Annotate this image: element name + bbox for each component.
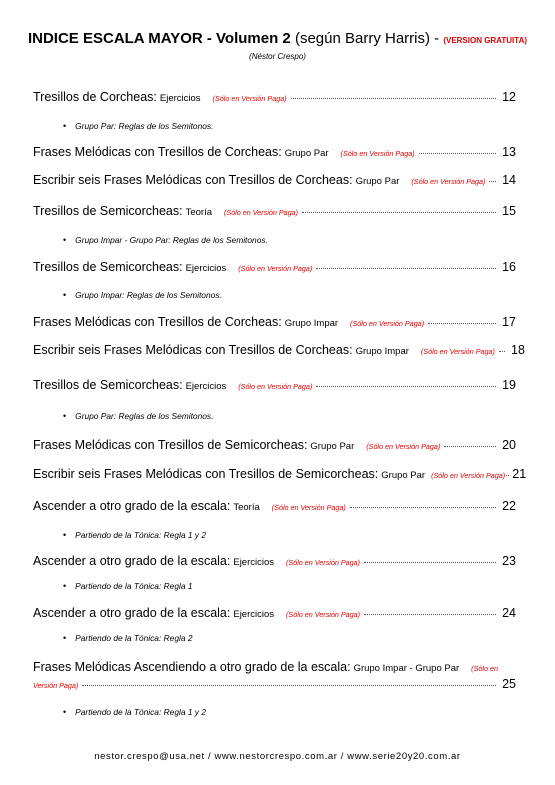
bullet-icon: • bbox=[63, 121, 67, 131]
paid-note: (Sólo en Versión Paga) bbox=[238, 264, 313, 273]
entry-title: Frases Melódicas con Tresillos de Corcheas: bbox=[33, 315, 282, 329]
toc-bullet: • Partiendo de la Tónica: Regla 1 y 2 bbox=[63, 707, 206, 717]
bullet-icon: • bbox=[63, 707, 67, 717]
entry-subtitle: Ejercicios bbox=[233, 609, 275, 620]
dot-leader bbox=[364, 562, 496, 563]
entry-title: Tresillos de Corcheas: bbox=[33, 90, 157, 104]
paid-note: (Sólo en Versión Paga) bbox=[431, 471, 506, 480]
toc-bullet: • Grupo Impar - Grupo Par: Reglas de los Semitonos. bbox=[63, 235, 268, 245]
entry-title: Escribir seis Frases Melódicas con Tresillos de Corcheas: bbox=[33, 173, 353, 187]
paid-note: (Sólo en bbox=[471, 664, 498, 673]
entry-title: Tresillos de Semicorcheas: bbox=[33, 260, 183, 274]
entry-subtitle: Ejercicios bbox=[159, 93, 201, 104]
dot-leader bbox=[364, 614, 496, 615]
entry-subtitle: Ejercicios bbox=[185, 381, 227, 392]
entry-title: Frases Melódicas con Tresillos de Corcheas: bbox=[33, 145, 282, 159]
dot-leader bbox=[428, 323, 496, 324]
paid-note-continued: Versión Paga) bbox=[33, 681, 79, 690]
bullet-icon: • bbox=[63, 581, 67, 591]
entry-subtitle: Ejercicios bbox=[185, 263, 227, 274]
toc-entry bbox=[33, 315, 516, 329]
dot-leader bbox=[350, 507, 496, 508]
entry-subtitle: Teoría bbox=[233, 502, 260, 513]
bullet-icon: • bbox=[63, 411, 67, 421]
page-number: 17 bbox=[502, 315, 516, 329]
dot-leader bbox=[316, 268, 496, 269]
page-number: 13 bbox=[502, 145, 516, 159]
entry-title: Escribir seis Frases Melódicas con Tresillos de Semicorcheas: bbox=[33, 467, 379, 481]
entry-title: Tresillos de Semicorcheas: bbox=[33, 204, 183, 218]
paid-note: (Sólo en Versión Paga) bbox=[271, 503, 346, 512]
toc-entry bbox=[33, 90, 516, 104]
paid-note: (Sólo en Versión Paga) bbox=[340, 149, 415, 158]
title-subtitle: (según Barry Harris) - bbox=[290, 30, 444, 47]
author: (Néstor Crespo) bbox=[249, 52, 306, 61]
toc-entry bbox=[33, 660, 516, 691]
page-number: 25 bbox=[502, 677, 516, 691]
entry-subtitle: Grupo Par bbox=[310, 441, 355, 452]
page-number: 19 bbox=[502, 378, 516, 392]
entry-subtitle: Grupo Impar bbox=[284, 318, 339, 329]
entry-subtitle: Grupo Par bbox=[355, 176, 400, 187]
entry-subtitle: Grupo Par bbox=[381, 470, 426, 481]
dot-leader bbox=[316, 386, 496, 387]
toc-entry bbox=[33, 378, 516, 392]
toc-entry bbox=[33, 173, 516, 187]
entry-subtitle: Ejercicios bbox=[233, 557, 275, 568]
page-number: 15 bbox=[502, 204, 516, 218]
bullet-icon: • bbox=[63, 235, 67, 245]
page-number: 22 bbox=[502, 499, 516, 513]
toc-bullet: • Partiendo de la Tónica: Regla 1 bbox=[63, 581, 193, 591]
dot-leader bbox=[489, 181, 496, 182]
paid-note: (Sólo en Versión Paga) bbox=[350, 319, 425, 328]
document-title bbox=[0, 30, 555, 50]
bullet-icon: • bbox=[63, 290, 67, 300]
toc-entry bbox=[33, 554, 516, 568]
dot-leader bbox=[419, 153, 496, 154]
toc-bullet: • Partiendo de la Tónica: Regla 2 bbox=[63, 633, 193, 643]
toc-entry bbox=[33, 467, 527, 481]
entry-title: Frases Melódicas con Tresillos de Semicorcheas: bbox=[33, 438, 308, 452]
title-main: INDICE ESCALA MAYOR - Volumen 2 bbox=[27, 30, 291, 47]
entry-title: Ascender a otro grado de la escala: bbox=[33, 554, 231, 568]
bullet-icon: • bbox=[63, 633, 67, 643]
page-number: 16 bbox=[502, 260, 516, 274]
dot-leader bbox=[444, 446, 496, 447]
entry-title: Tresillos de Semicorcheas: bbox=[33, 378, 183, 392]
paid-note: (Sólo en Versión Paga) bbox=[411, 177, 486, 186]
paid-note: (Sólo en Versión Paga) bbox=[420, 347, 495, 356]
entry-title: Ascender a otro grado de la escala: bbox=[33, 606, 231, 620]
toc-entry bbox=[33, 260, 516, 274]
dot-leader bbox=[506, 475, 509, 476]
dot-leader bbox=[82, 685, 496, 686]
dot-leader bbox=[302, 212, 496, 213]
toc-entry bbox=[33, 438, 516, 452]
page-number: 23 bbox=[502, 554, 516, 568]
paid-note: (Sólo en Versión Paga) bbox=[286, 610, 361, 619]
entry-subtitle: Grupo Impar bbox=[355, 346, 409, 357]
page-number: 24 bbox=[502, 606, 516, 620]
footer-contact: nestor.crespo@usa.net / www.nestorcrespo.com.ar / www.serie20y20.com.ar bbox=[94, 751, 461, 762]
toc-entry bbox=[33, 499, 516, 513]
toc-entry bbox=[33, 145, 516, 159]
entry-title: Frases Melódicas Ascendiendo a otro grado de la escala: bbox=[33, 660, 351, 674]
toc-entry bbox=[33, 606, 516, 620]
document-header bbox=[0, 30, 555, 63]
page-number: 12 bbox=[502, 90, 516, 104]
toc-entry bbox=[33, 343, 525, 357]
dot-leader bbox=[499, 351, 505, 352]
toc-bullet: • Partiendo de la Tónica: Regla 1 y 2 bbox=[63, 530, 206, 540]
page-number: 18 bbox=[511, 343, 525, 357]
entry-subtitle: Teoría bbox=[185, 207, 212, 218]
paid-note: (Sólo en Versión Paga) bbox=[224, 208, 299, 217]
free-version-label: (VERSION GRATUITA) bbox=[443, 36, 528, 45]
paid-note: (Sólo en Versión Paga) bbox=[238, 382, 313, 391]
entry-subtitle: Grupo Par bbox=[284, 148, 329, 159]
toc-bullet: • Grupo Par: Reglas de los Semitonos. bbox=[63, 411, 214, 421]
entry-subtitle: Grupo Impar - Grupo Par bbox=[353, 663, 460, 674]
toc-entry bbox=[33, 204, 516, 218]
page-number: 20 bbox=[502, 438, 516, 452]
toc-bullet: • Grupo Par: Reglas de los Semitonos. bbox=[63, 121, 214, 131]
dot-leader bbox=[291, 98, 496, 99]
entry-title: Ascender a otro grado de la escala: bbox=[33, 499, 231, 513]
toc-bullet: • Grupo Impar: Reglas de los Semitonos. bbox=[63, 290, 222, 300]
page-number: 14 bbox=[502, 173, 516, 187]
paid-note: (Sólo en Versión Paga) bbox=[286, 558, 361, 567]
page-number: 21 bbox=[512, 467, 527, 481]
paid-note: (Sólo en Versión Paga) bbox=[366, 442, 441, 451]
paid-note: (Sólo en Versión Paga) bbox=[212, 94, 287, 103]
entry-title: Escribir seis Frases Melódicas con Tresillos de Corcheas: bbox=[33, 343, 353, 357]
bullet-icon: • bbox=[63, 530, 67, 540]
